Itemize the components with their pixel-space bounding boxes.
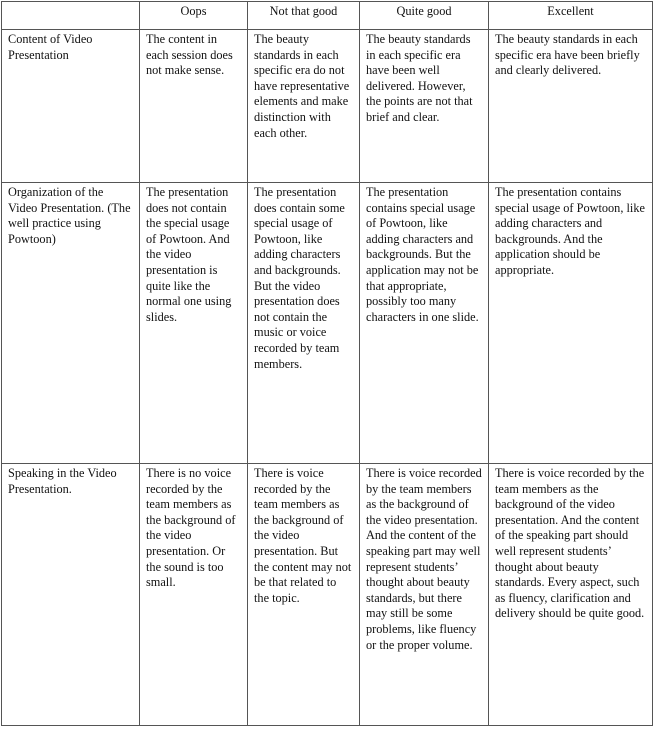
rubric-table: [1, 1, 653, 726]
descriptor-cell-excellent: The beauty standards in each specific era have been briefly and clearly delivered.: [489, 30, 653, 183]
header-level-oops: Oops: [140, 2, 248, 30]
descriptor-cell-excellent: The presentation contains special usage of Powtoon, like adding characters and backgrounds. And the application should be appropriate.: [489, 183, 653, 464]
criterion-cell: Content of Video Presentation: [2, 30, 140, 183]
descriptor-cell-not-that-good: The beauty standards in each specific era do not have representative elements and make distinction with each other.: [248, 30, 360, 183]
descriptor-cell-excellent: There is voice recorded by the team members as the background of the video presentation. And the content of the speaking part should well represent students’ thought about beauty standards. Every aspect, such as fluency, clarification and delivery should be quite good.: [489, 464, 653, 726]
table-row-organization: [2, 183, 653, 464]
descriptor-cell-oops: The content in each session does not make sense.: [140, 30, 248, 183]
descriptor-cell-not-that-good: There is voice recorded by the team members as the background of the video presentation. But the content may not be that related to the topic.: [248, 464, 360, 726]
descriptor-cell-not-that-good: The presentation does contain some special usage of Powtoon, like adding characters and backgrounds. But the video presentation does not contain the music or voice recorded by team members.: [248, 183, 360, 464]
descriptor-cell-quite-good: The beauty standards in each specific era have been well delivered. However, the points are not that brief and clear.: [360, 30, 489, 183]
criterion-cell: Speaking in the Video Presentation.: [2, 464, 140, 726]
table-row-content: [2, 30, 653, 183]
descriptor-cell-oops: The presentation does not contain the special usage of Powtoon. And the video presentation is quite like the normal one using slides.: [140, 183, 248, 464]
table-row-speaking: [2, 464, 653, 726]
descriptor-cell-oops: There is no voice recorded by the team members as the background of the video presentation. Or the sound is too small.: [140, 464, 248, 726]
header-level-excellent: Excellent: [489, 2, 653, 30]
descriptor-cell-quite-good: The presentation contains special usage of Powtoon, like adding characters and backgrounds. But the application may not be that appropriate, possibly too many characters in one slide.: [360, 183, 489, 464]
criterion-cell: Organization of the Video Presentation. (The well practice using Powtoon): [2, 183, 140, 464]
header-row: [2, 2, 653, 30]
header-level-quite-good: Quite good: [360, 2, 489, 30]
header-corner-cell: [2, 2, 140, 30]
header-level-not-that-good: Not that good: [248, 2, 360, 30]
descriptor-cell-quite-good: There is voice recorded by the team members as the background of the video presentation. And the content of the speaking part may well represent students’ thought about beauty standards, but there may still be some problems, like fluency or the proper volume.: [360, 464, 489, 726]
